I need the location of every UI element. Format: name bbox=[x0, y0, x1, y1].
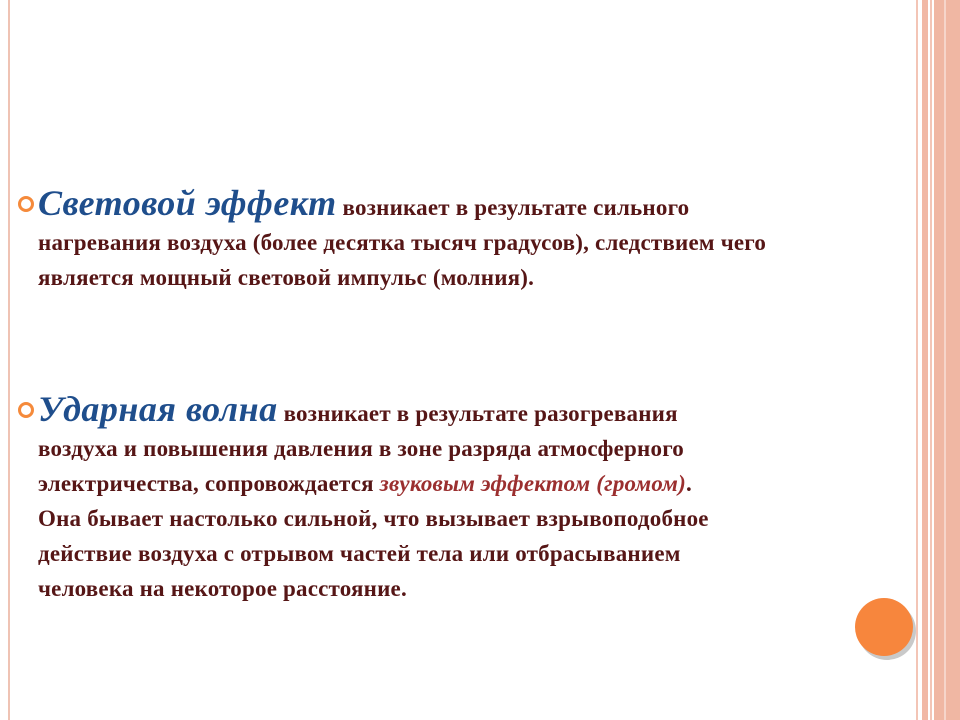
left-border-decoration bbox=[8, 0, 10, 720]
right-stripe-decoration bbox=[930, 0, 932, 720]
bullet-text: . Она бывает настолько сильной, что вызывает взрывоподобное действие воздуха с отрывом частей тела или отбрасыванием человека на некоторое расстояние. bbox=[38, 471, 709, 601]
right-stripe-decoration bbox=[944, 0, 946, 720]
orange-circle-decoration bbox=[855, 598, 913, 656]
bullet-term: Ударная волна bbox=[38, 389, 278, 429]
bullet-light-effect bbox=[18, 183, 778, 295]
circle-bullet-icon bbox=[18, 196, 34, 212]
bullet-text: возникает в результате разогревания воздуха и повышения давления в зоне разряда атмосферного электричества, сопровождается bbox=[38, 401, 684, 496]
right-stripe-decoration bbox=[916, 0, 918, 720]
right-stripe-decoration bbox=[934, 0, 960, 720]
bullet-text: возникает в результате сильного нагревания воздуха (более десятка тысяч градусов), следствием чего является мощный световой импульс (молния). bbox=[38, 195, 767, 290]
right-stripe-decoration bbox=[922, 0, 928, 720]
bullet-shock-wave bbox=[18, 389, 738, 606]
bullet-term: Световой эффект bbox=[38, 183, 337, 223]
circle-bullet-icon bbox=[18, 402, 34, 418]
bullet-emphasis: звуковым эффектом (громом) bbox=[379, 471, 686, 496]
